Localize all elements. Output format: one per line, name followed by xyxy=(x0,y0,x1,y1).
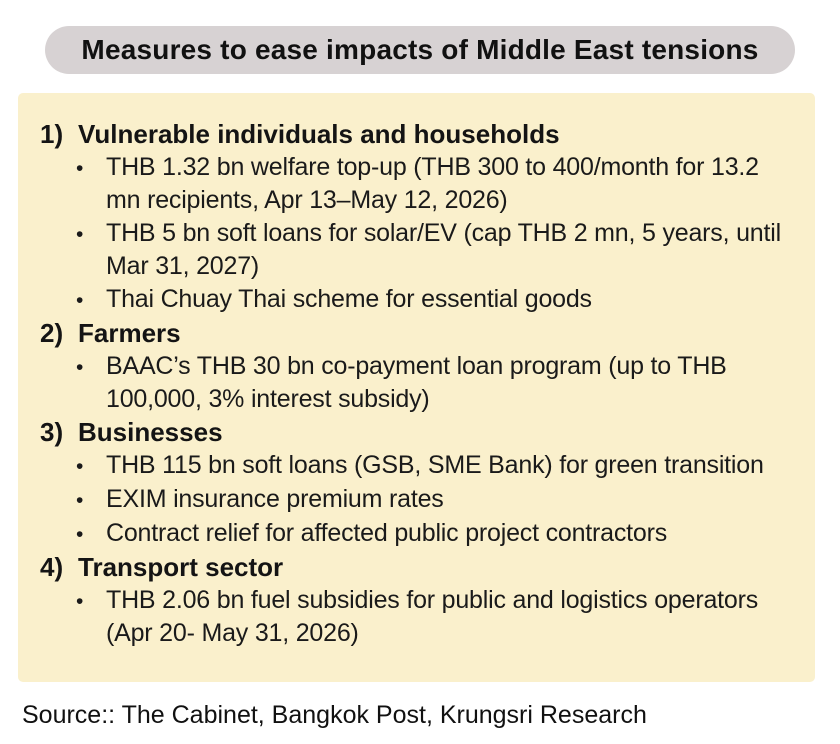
section-number: 2) xyxy=(40,318,64,348)
bullet-icon xyxy=(76,151,106,217)
bullet-icon xyxy=(76,584,106,650)
list-item xyxy=(76,449,791,483)
source-attribution: Source:: The Cabinet, Bangkok Post, Krungsri Research xyxy=(22,701,647,729)
measures-panel xyxy=(18,93,815,682)
title-banner xyxy=(45,26,795,74)
list-item-text: THB 1.32 bn welfare top-up (THB 300 to 400/month for 13.2 mn recipients, Apr 13–May 12, 2026) xyxy=(106,153,759,214)
list-item xyxy=(76,584,791,650)
bullet-icon xyxy=(76,517,106,551)
list-item-text: THB 115 bn soft loans (GSB, SME Bank) for green transition xyxy=(106,451,764,479)
section-heading xyxy=(40,118,791,151)
section-number: 1) xyxy=(40,119,64,149)
list-item xyxy=(76,151,791,217)
bullet-icon xyxy=(76,483,106,517)
list-item-text: THB 2.06 bn fuel subsidies for public and logistics operators (Apr 20- May 31, 2026) xyxy=(106,586,759,647)
list-item-text: EXIM insurance premium rates xyxy=(106,485,444,513)
list-item-text: BAAC’s THB 30 bn co-payment loan program (up to THB 100,000, 3% interest subsidy) xyxy=(106,352,727,413)
bullet-icon xyxy=(76,283,106,317)
section-heading xyxy=(40,551,791,584)
bullet-icon xyxy=(76,449,106,483)
section-transport xyxy=(40,551,791,650)
list-item-text: Thai Chuay Thai scheme for essential goods xyxy=(106,285,592,313)
list-item xyxy=(76,483,791,517)
page-title: Measures to ease impacts of Middle East tensions xyxy=(81,34,759,65)
section-title: Transport sector xyxy=(78,552,284,582)
bullet-icon xyxy=(76,350,106,416)
list-item xyxy=(76,517,791,551)
section-number: 4) xyxy=(40,552,64,582)
list-item xyxy=(76,217,791,283)
section-title: Vulnerable individuals and households xyxy=(78,119,560,149)
list-item xyxy=(76,350,791,416)
list-item xyxy=(76,283,791,317)
section-number: 3) xyxy=(40,417,64,447)
section-farmers xyxy=(40,317,791,416)
section-vulnerable-individuals xyxy=(40,118,791,317)
section-title: Farmers xyxy=(78,318,181,348)
list-item-text: THB 5 bn soft loans for solar/EV (cap THB 2 mn, 5 years, until Mar 31, 2027) xyxy=(106,219,781,280)
section-title: Businesses xyxy=(78,417,223,447)
section-businesses xyxy=(40,416,791,551)
section-heading xyxy=(40,317,791,350)
list-item-text: Contract relief for affected public project contractors xyxy=(106,519,668,547)
bullet-icon xyxy=(76,217,106,283)
section-heading xyxy=(40,416,791,449)
